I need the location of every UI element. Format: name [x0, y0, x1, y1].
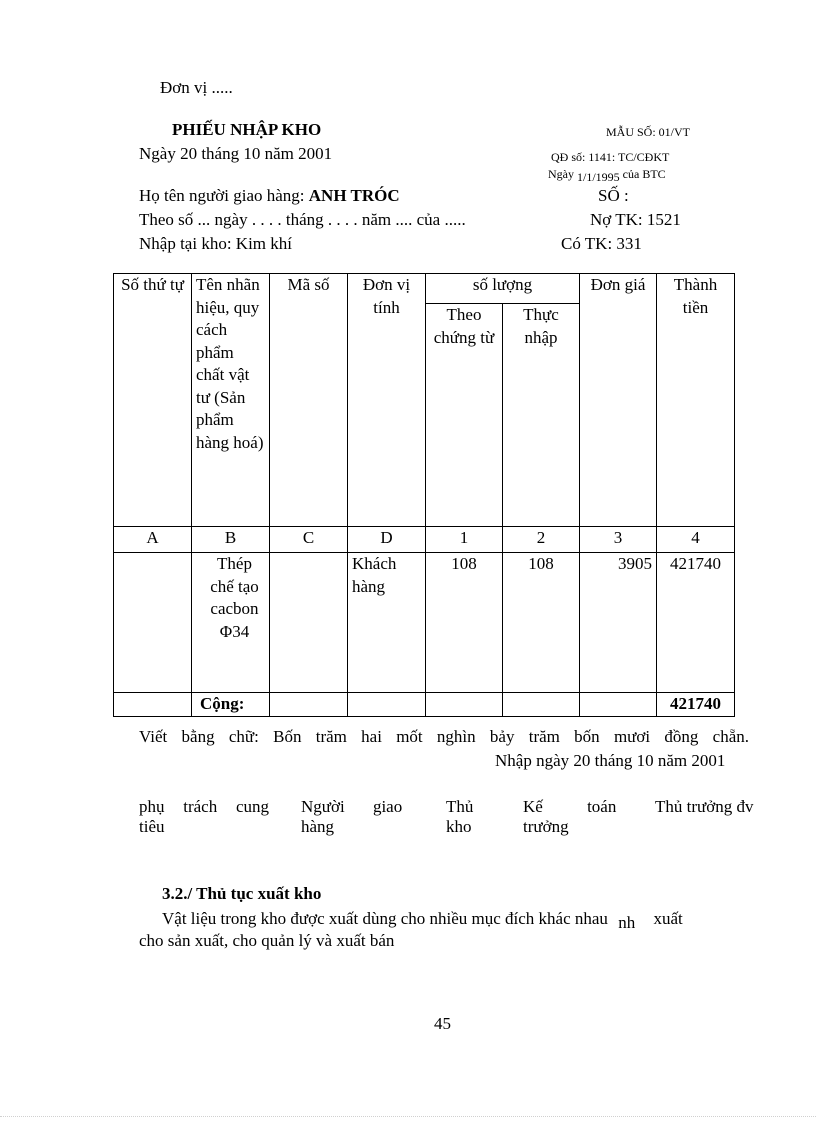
section-paragraph-line1 — [162, 909, 683, 932]
header-name: Tên nhãn hiệu, quy cách phẩm chất vật tư (Sản phẩm hàng hoá) — [192, 274, 270, 527]
voucher-number-label: SỐ : — [598, 186, 629, 205]
total-empty — [503, 693, 580, 717]
decision-date — [548, 164, 666, 184]
column-code-row — [114, 527, 735, 553]
total-empty — [114, 693, 192, 717]
header-amount: Thành tiền — [657, 274, 735, 527]
receipt-table — [113, 273, 735, 717]
col-code: 2 — [503, 527, 580, 553]
paragraph-end: xuất — [653, 909, 683, 928]
total-amount: 421740 — [657, 693, 735, 717]
paragraph-text: Vật liệu trong kho được xuất dùng cho nhiều mục đích khác nhau — [162, 909, 608, 928]
deliverer-name: ANH TRÓC — [308, 186, 400, 205]
section-heading: 3.2./ Thủ tục xuất kho — [162, 884, 322, 903]
total-label: Cộng: — [192, 693, 270, 717]
col-code: 4 — [657, 527, 735, 553]
header-price: Đơn giá — [580, 274, 657, 527]
header-unit: Đơn vị tính — [348, 274, 426, 527]
row-item-name: Thép chế tạo cacbon Φ34 — [192, 553, 270, 693]
total-empty — [348, 693, 426, 717]
col-code: B — [192, 527, 270, 553]
signature-procurement: phụ trách cung tiêu — [139, 797, 269, 836]
debit-account: Nợ TK: 1521 — [590, 210, 681, 229]
paragraph-note: nh — [618, 913, 636, 932]
form-date: Ngày 20 tháng 10 năm 2001 — [139, 144, 333, 163]
decision-date-value: 1/1/1995 — [577, 170, 620, 184]
deliverer-line — [139, 186, 400, 206]
entry-date: Nhập ngày 20 tháng 10 năm 2001 — [495, 751, 726, 770]
section-paragraph-line2: cho sản xuất, cho quản lý và xuất bán — [139, 931, 395, 950]
header-qty-actual: Thực nhập — [503, 304, 580, 527]
col-code: 3 — [580, 527, 657, 553]
page-bottom-border — [0, 1116, 816, 1117]
col-code: A — [114, 527, 192, 553]
form-number: MẪU SỐ: 01/VT — [606, 125, 691, 139]
decision-date-prefix: Ngày — [548, 167, 574, 181]
col-code: D — [348, 527, 426, 553]
header-qty-doc: Theo chứng từ — [426, 304, 503, 527]
signature-director: Thủ trưởng đv — [655, 797, 754, 816]
signature-storekeeper: Thủ kho — [446, 797, 474, 836]
warehouse-line: Nhập tại kho: Kim khí — [139, 234, 292, 253]
page-number: 45 — [434, 1014, 451, 1033]
amount-in-words: Viết bằng chữ: Bốn trăm hai mốt nghìn bảy trăm bốn mươi đồng chẵn. — [139, 727, 749, 746]
row-code — [270, 553, 348, 693]
decision-date-suffix: của BTC — [622, 167, 666, 181]
signature-chief-accountant: Kế toán trưởng — [523, 797, 617, 836]
total-row — [114, 693, 735, 717]
form-title: PHIẾU NHẬP KHO — [172, 120, 322, 139]
row-amount: 421740 — [657, 553, 735, 693]
unit-label: Đơn vị ..... — [160, 78, 233, 97]
total-empty — [270, 693, 348, 717]
row-unit: Khách hàng — [348, 553, 426, 693]
col-code: C — [270, 527, 348, 553]
signature-deliverer: Người giao hàng — [301, 797, 403, 836]
header-qty-group: số lượng — [426, 274, 580, 304]
header-code: Mã số — [270, 274, 348, 527]
total-empty — [580, 693, 657, 717]
table-row — [114, 553, 735, 693]
row-price: 3905 — [580, 553, 657, 693]
col-code: 1 — [426, 527, 503, 553]
row-stt — [114, 553, 192, 693]
reference-line: Theo số ... ngày . . . . tháng . . . . năm .... của ..... — [139, 210, 466, 229]
decision-number: QĐ số: 1141: TC/CĐKT — [551, 150, 670, 164]
header-stt: Số thứ tự — [114, 274, 192, 527]
row-qty-actual: 108 — [503, 553, 580, 693]
row-qty-doc: 108 — [426, 553, 503, 693]
deliverer-label: Họ tên người giao hàng: — [139, 186, 305, 205]
total-empty — [426, 693, 503, 717]
credit-account: Có TK: 331 — [561, 234, 642, 253]
